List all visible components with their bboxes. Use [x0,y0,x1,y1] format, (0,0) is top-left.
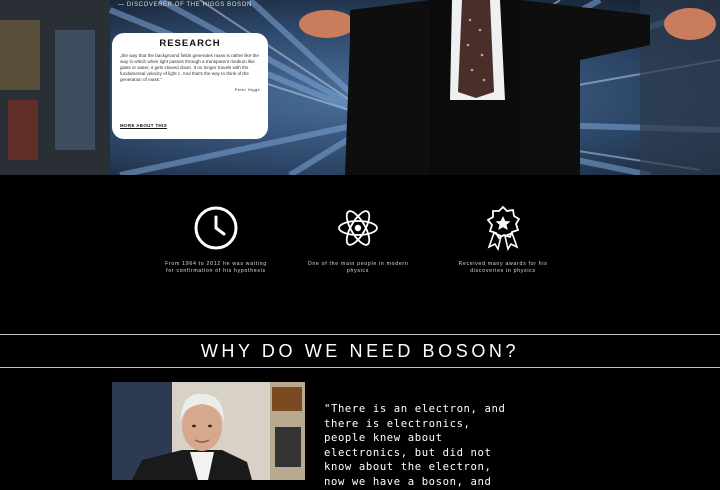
why-section-heading-band [0,334,720,368]
feature-awards [448,205,558,275]
award-icon [480,205,526,251]
hero-section [0,0,720,175]
research-signature: Peter Higgs [234,87,260,93]
feature-waiting-text: From 1964 to 2012 he was waiting for confirmation of his hypothesis [165,261,267,274]
research-title: RESEARCH [159,38,221,49]
more-about-this-link[interactable]: MORE ABOUT THIS [120,123,168,128]
features-section [0,175,720,335]
research-card [112,33,268,139]
feature-modern-physics [303,205,413,275]
research-quote: „the way that the background fields generates mass is rather like the way in which when light passes through a transparent medium like glass or water, it gets slowed down. It no longer travels with the fundamental velocity of light c. And that's the way to think of the generation of mass." [120,53,259,83]
feature-modern-physics-text: One of the main people in modern physics [307,261,409,274]
hero-background-image [0,0,720,175]
clock-icon [193,205,239,251]
why-heading: WHY DO WE NEED BOSON? [200,340,520,361]
feature-awards-text: Received many awards for his discoveries in physics [458,261,548,274]
feature-waiting [161,205,271,275]
hero-tagline: — DISCOVERER OF THE HIGGS BOSON [118,2,252,8]
atom-icon [335,205,381,251]
why-quote: "There is an electron, and there is electronics, people knew about electronics, but did not know about the electron, now we have a boson, and [324,403,506,488]
scientist-photo [112,382,305,480]
